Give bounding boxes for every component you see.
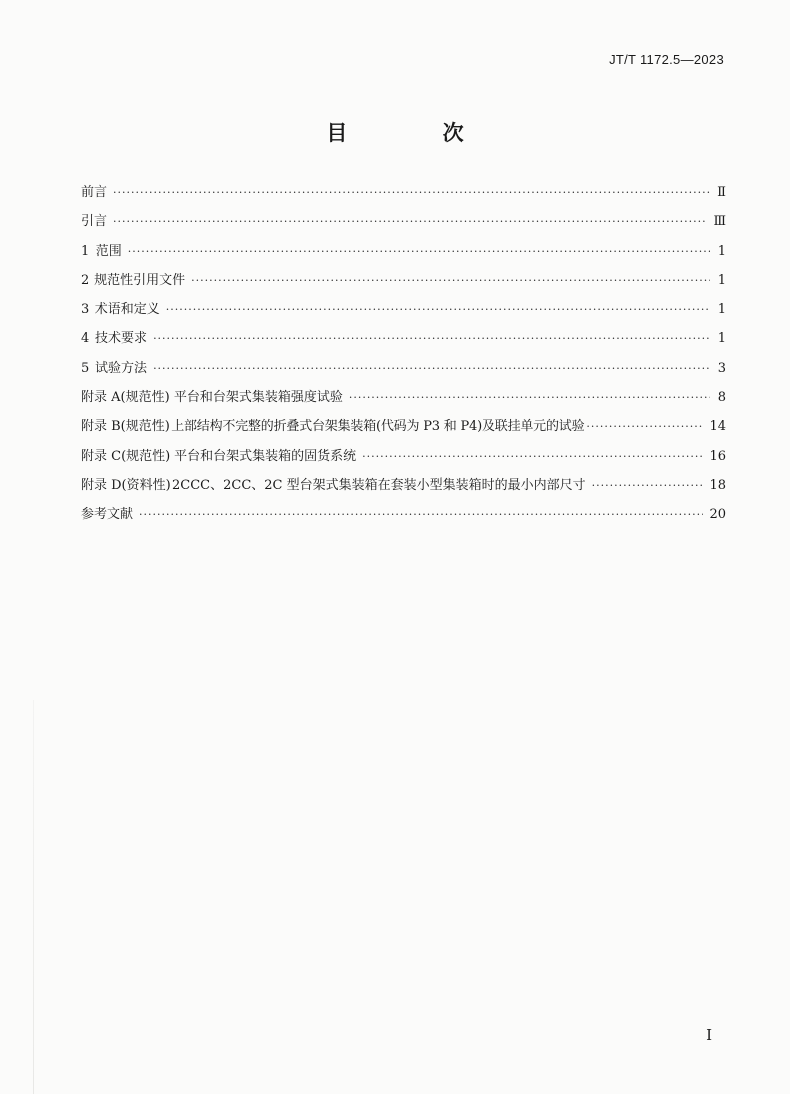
table-of-contents — [81, 181, 726, 533]
toc-entry-label: 技术要求 — [95, 331, 148, 347]
toc-entry-label: 前言 — [81, 185, 108, 200]
toc-entry-number: 2 — [81, 272, 90, 288]
toc-entry-terms-definitions[interactable] — [81, 298, 726, 327]
toc-entry-appendix: 附录 D(资料性) — [81, 477, 171, 493]
dot-leader — [139, 508, 703, 521]
dot-leader — [592, 479, 704, 492]
dot-leader — [153, 362, 710, 375]
toc-entry-label: 范围 — [95, 243, 122, 259]
dot-leader — [586, 420, 703, 433]
toc-entry-appendix: 附录 C(规范性) — [81, 448, 171, 464]
dot-leader — [362, 450, 703, 463]
toc-entry-bibliography[interactable] — [81, 503, 726, 532]
toc-entry-test-methods[interactable] — [81, 357, 726, 386]
toc-entry-label: 2CCC、2CC、2C 型台架式集装箱在套装小型集装箱时的最小内部尺寸 — [171, 477, 586, 493]
toc-entry-label: 引言 — [81, 214, 108, 230]
toc-entry-number: 3 — [81, 302, 90, 318]
toc-entry-page: 18 — [709, 477, 726, 493]
toc-entry-appendix-d[interactable] — [81, 474, 726, 503]
toc-entry-appendix: 附录 A(规范性) — [81, 390, 170, 406]
toc-entry-label: 平台和台架式集装箱的固货系统 — [174, 448, 357, 464]
scan-edge-divider — [33, 700, 34, 1094]
dot-leader — [349, 391, 710, 404]
toc-entry-page: Ⅲ — [713, 214, 726, 230]
dot-leader — [166, 303, 710, 316]
toc-entry-label: 试验方法 — [95, 360, 148, 376]
dot-leader — [153, 332, 710, 345]
toc-entry-appendix-c[interactable] — [81, 445, 726, 474]
toc-entry-page: 1 — [717, 302, 726, 318]
toc-entry-technical-requirements[interactable] — [81, 327, 726, 356]
toc-entry-label: 平台和台架式集装箱强度试验 — [173, 390, 343, 406]
toc-entry-number: 5 — [81, 360, 90, 376]
toc-entry-foreword[interactable] — [81, 181, 726, 210]
toc-entry-page: 14 — [709, 419, 726, 435]
toc-entry-page: 3 — [717, 360, 726, 376]
toc-entry-normative-references[interactable] — [81, 269, 726, 298]
toc-entry-page: 1 — [717, 243, 726, 259]
dot-leader — [113, 215, 707, 228]
toc-entry-label: 规范性引用文件 — [94, 272, 186, 288]
toc-entry-label: 参考文献 — [81, 507, 134, 523]
toc-entry-page: Ⅱ — [717, 185, 726, 200]
toc-entry-appendix-a[interactable] — [81, 386, 726, 415]
toc-entry-page: 20 — [709, 507, 726, 523]
toc-entry-label: 术语和定义 — [94, 302, 160, 318]
toc-entry-appendix: 附录 B(规范性) — [81, 419, 170, 435]
toc-entry-appendix-b[interactable] — [81, 415, 726, 444]
toc-entry-page: 16 — [709, 448, 726, 464]
page-title: 目 次 — [326, 121, 508, 145]
toc-entry-label: 上部结构不完整的折叠式台架集装箱(代码为 P3 和 P4)及联挂单元的试验 — [171, 419, 585, 435]
toc-entry-number: 1 — [81, 243, 90, 259]
document-code: JT/T 1172.5—2023 — [609, 52, 724, 67]
toc-entry-page: 1 — [717, 331, 726, 347]
toc-entry-introduction[interactable] — [81, 210, 726, 239]
toc-entry-page: 8 — [717, 390, 726, 406]
toc-entry-scope[interactable] — [81, 240, 726, 269]
dot-leader — [191, 274, 710, 287]
page-number: I — [706, 1026, 712, 1044]
dot-leader — [128, 245, 710, 258]
toc-entry-page: 1 — [717, 272, 726, 288]
toc-entry-number: 4 — [81, 331, 90, 347]
dot-leader — [113, 186, 710, 199]
